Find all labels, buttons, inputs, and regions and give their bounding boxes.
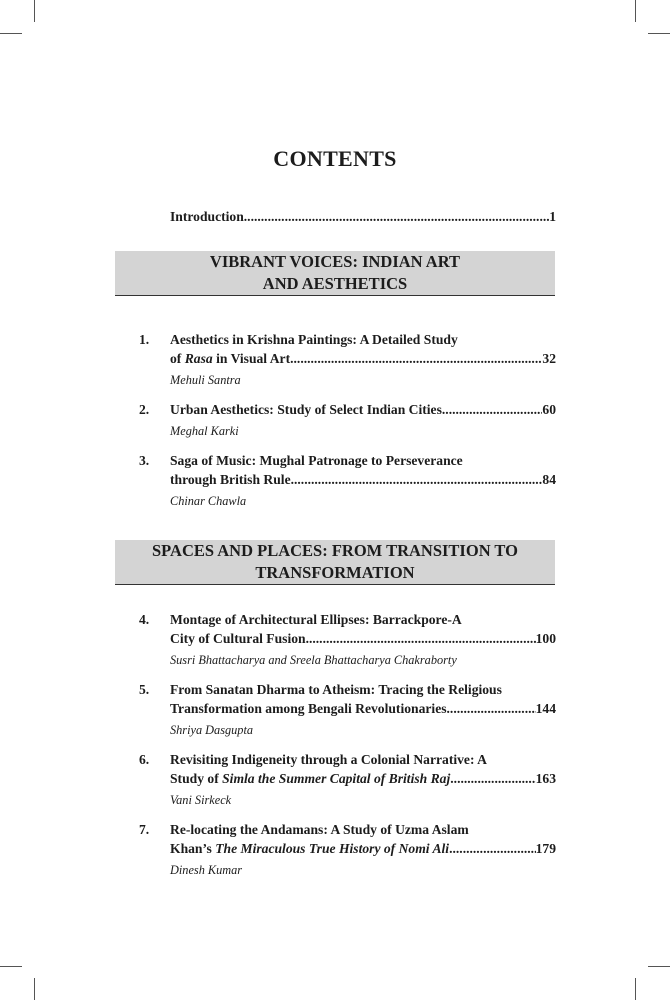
- leader-dots: [442, 401, 543, 419]
- toc-entry[interactable]: [170, 630, 556, 648]
- leader-dots: [447, 700, 536, 718]
- section-heading: [115, 540, 555, 585]
- entry-title-line: through British Rule: [170, 472, 291, 487]
- crop-mark: [0, 966, 22, 967]
- author-name: Vani Sirkeck: [170, 793, 232, 807]
- crop-mark: [635, 978, 636, 1000]
- section-heading: [115, 251, 555, 296]
- entry-number: 1.: [139, 332, 150, 347]
- leader-dots: [244, 208, 549, 226]
- toc-entry[interactable]: [170, 840, 556, 858]
- leader-dots: [290, 350, 542, 368]
- entry-title-line[interactable]: Re-locating the Andamans: A Study of Uzma Aslam: [170, 822, 469, 837]
- crop-mark: [648, 966, 670, 967]
- leader-dots: [450, 770, 535, 788]
- entry-title-line[interactable]: Aesthetics in Krishna Paintings: A Detailed Study: [170, 332, 458, 347]
- entry-number: 2.: [139, 402, 150, 417]
- toc-entry[interactable]: [170, 770, 556, 788]
- crop-mark: [34, 978, 35, 1000]
- entry-title-line[interactable]: Saga of Music: Mughal Patronage to Perseverance: [170, 453, 463, 468]
- page-number: 60: [542, 402, 556, 417]
- entry-title-line: Urban Aesthetics: Study of Select Indian Cities: [170, 402, 442, 417]
- crop-mark: [0, 33, 22, 34]
- entry-title-line[interactable]: Revisiting Indigeneity through a Colonial Narrative: A: [170, 752, 487, 767]
- page-number: 163: [535, 771, 556, 786]
- entry-title-line: Khan’s The Miraculous True History of Nomi Ali: [170, 841, 450, 856]
- entry-number: 4.: [139, 612, 150, 627]
- toc-entry-introduction[interactable]: [170, 208, 556, 226]
- crop-mark: [648, 33, 670, 34]
- entry-title-line: City of Cultural Fusion: [170, 631, 306, 646]
- entry-label: Introduction: [170, 209, 244, 224]
- entry-title-line: Transformation among Bengali Revolutionaries: [170, 701, 447, 716]
- page-number: 179: [535, 841, 556, 856]
- toc-entry[interactable]: [170, 700, 556, 718]
- section-heading-line: AND AESTHETICS: [262, 274, 408, 293]
- page-number: 84: [542, 472, 556, 487]
- entry-number: 6.: [139, 752, 150, 767]
- toc-entry[interactable]: [170, 471, 556, 489]
- entry-title-line[interactable]: Montage of Architectural Ellipses: Barrackpore-A: [170, 612, 462, 627]
- leader-dots: [291, 471, 543, 489]
- section-heading-line: SPACES AND PLACES: FROM TRANSITION TO: [152, 541, 518, 560]
- entry-title-line: of Rasa in Visual Art: [170, 351, 291, 366]
- page-number: 1: [549, 209, 556, 224]
- toc-entry[interactable]: [170, 401, 556, 419]
- author-name: Susri Bhattacharya and Sreela Bhattacharya Chakraborty: [170, 653, 457, 667]
- toc-entry[interactable]: [170, 350, 556, 368]
- section-heading-line: VIBRANT VOICES: INDIAN ART: [209, 252, 461, 271]
- crop-mark: [635, 0, 636, 22]
- crop-mark: [34, 0, 35, 22]
- author-name: Shriya Dasgupta: [170, 723, 254, 737]
- entry-title-line[interactable]: From Sanatan Dharma to Atheism: Tracing the Religious: [170, 682, 502, 697]
- section-heading-line: TRANSFORMATION: [255, 563, 415, 582]
- leader-dots: [306, 630, 536, 648]
- leader-dots: [449, 840, 536, 858]
- entry-number: 7.: [139, 822, 150, 837]
- entry-number: 5.: [139, 682, 150, 697]
- page-title: CONTENTS: [273, 146, 397, 171]
- author-name: Meghal Karki: [170, 424, 239, 438]
- author-name: Mehuli Santra: [170, 373, 241, 387]
- entry-number: 3.: [139, 453, 150, 468]
- page-number: 32: [542, 351, 556, 366]
- author-name: Dinesh Kumar: [170, 863, 243, 877]
- entry-title-line: Study of Simla the Summer Capital of British Raj: [170, 771, 451, 786]
- page-number: 100: [535, 631, 556, 646]
- author-name: Chinar Chawla: [170, 494, 247, 508]
- page-number: 144: [535, 701, 556, 716]
